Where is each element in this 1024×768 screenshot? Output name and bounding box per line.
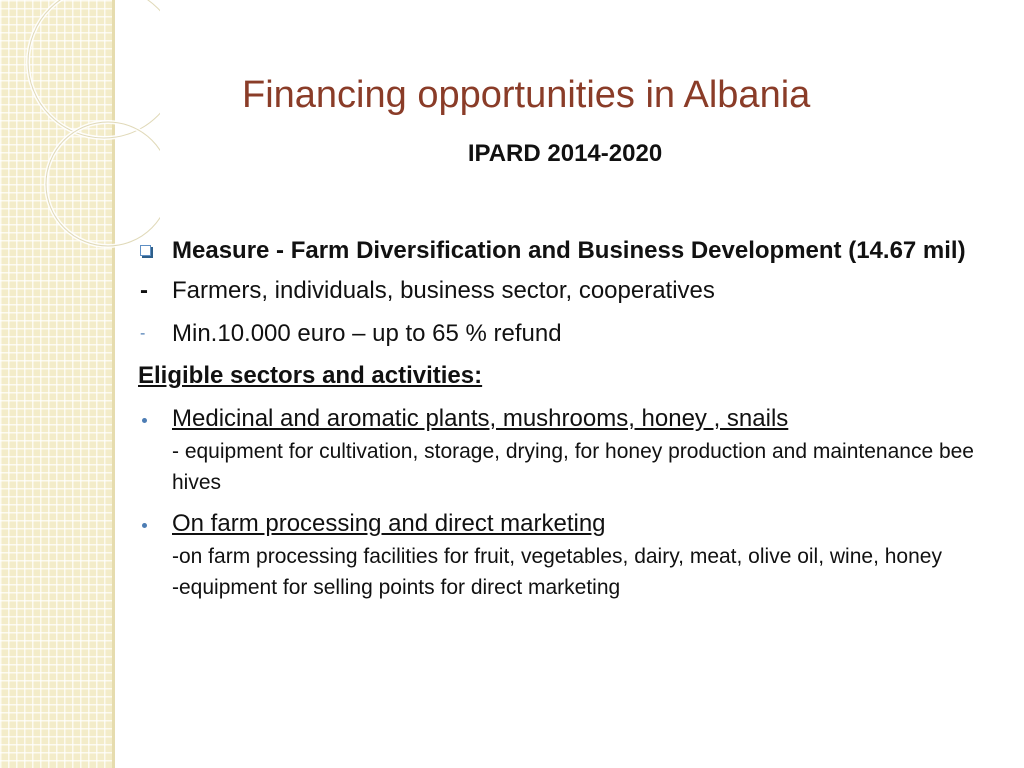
slide-content bbox=[138, 234, 988, 603]
measure-item bbox=[138, 234, 988, 268]
beneficiaries-item bbox=[138, 274, 988, 308]
slide-subtitle: IPARD 2014-2020 bbox=[467, 140, 663, 167]
sector-detail: - equipment for cultivation, storage, drying, for honey production and maintenance bee hives bbox=[172, 440, 974, 494]
support-item bbox=[138, 317, 988, 351]
decorative-rings-icon bbox=[0, 0, 160, 260]
bullet-dot-icon bbox=[142, 523, 147, 528]
dash-marker: - bbox=[140, 325, 146, 342]
eligible-heading: Eligible sectors and activities: bbox=[138, 362, 483, 389]
slide-title: Financing opportunities in Albania bbox=[242, 74, 811, 116]
sector-detail: -equipment for selling points for direct marketing bbox=[172, 576, 621, 599]
sector-detail: -on farm processing facilities for fruit, vegetables, dairy, meat, olive oil, wine, honey bbox=[172, 545, 942, 568]
sector-title: On farm processing and direct marketing bbox=[172, 510, 606, 537]
sector-item bbox=[138, 507, 988, 603]
sector-title: Medicinal and aromatic plants, mushrooms, honey , snails bbox=[172, 405, 789, 432]
dash-marker: - bbox=[140, 277, 148, 304]
beneficiaries-text: Farmers, individuals, business sector, cooperatives bbox=[172, 277, 715, 304]
bullet-dot-icon bbox=[142, 418, 147, 423]
sector-item bbox=[138, 402, 988, 498]
support-text: Min.10.000 euro – up to 65 % refund bbox=[172, 320, 562, 347]
measure-label: Measure - Farm Diversification and Business Development (14.67 mil) bbox=[172, 237, 966, 264]
square-bullet-icon bbox=[140, 245, 151, 256]
